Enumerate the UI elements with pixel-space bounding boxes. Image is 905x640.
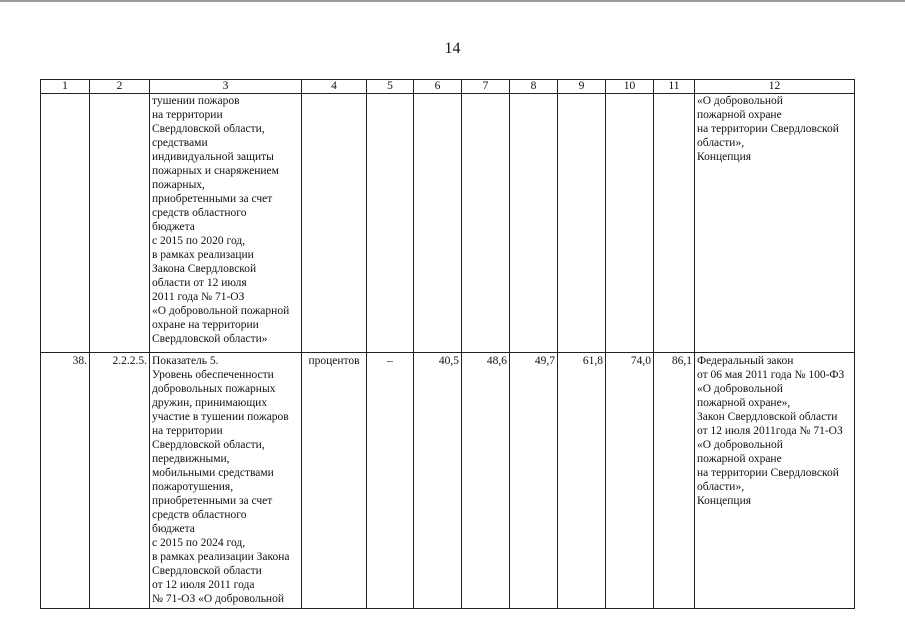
header-cell-10: 10 xyxy=(606,80,654,94)
source-text-cell: Федеральный закон от 06 мая 2011 года № 100-ФЗ «О добровольной пожарной охране», Закон Свердловской области от 12 июля 2011года № 71-ОЗ «О добровольной пожарной охране на территории Свердловской области», Концепция xyxy=(695,353,855,609)
indicators-table xyxy=(40,79,855,609)
header-cell-9: 9 xyxy=(558,80,606,94)
base-value-cell: – xyxy=(367,353,414,609)
header-cell-4: 4 xyxy=(302,80,367,94)
value-cell: 40,5 xyxy=(414,353,462,609)
unit-cell: процентов xyxy=(302,353,367,609)
header-cell-1: 1 xyxy=(41,80,90,94)
header-cell-6: 6 xyxy=(414,80,462,94)
header-cell-11: 11 xyxy=(654,80,695,94)
header-cell-7: 7 xyxy=(462,80,510,94)
table-header-row xyxy=(41,80,855,94)
unit-cell xyxy=(302,94,367,353)
page-number: 14 xyxy=(444,40,461,57)
table-row xyxy=(41,353,855,609)
base-value-cell xyxy=(367,94,414,353)
value-cell: 74,0 xyxy=(606,353,654,609)
value-cell xyxy=(462,94,510,353)
indicator-text-cell: Показатель 5. Уровень обеспеченности добровольных пожарных дружин, принимающих участие в тушении пожаров на территории Свердловской области, передвижными, мобильными средствами пожаротушения, приобретенными за счет средств областного бюджета с 2015 по 2024 год, в рамках реализации Закона Свердловской области от 12 июля 2011 года № 71-ОЗ «О добровольной xyxy=(150,353,302,609)
row-number-cell xyxy=(41,94,90,353)
value-cell xyxy=(558,94,606,353)
row-number-cell: 38. xyxy=(41,353,90,609)
value-cell: 86,1 xyxy=(654,353,695,609)
table-row xyxy=(41,94,855,353)
row-code-cell xyxy=(90,94,150,353)
header-cell-2: 2 xyxy=(90,80,150,94)
value-cell xyxy=(510,94,558,353)
value-cell xyxy=(606,94,654,353)
value-cell xyxy=(414,94,462,353)
header-cell-3: 3 xyxy=(150,80,302,94)
indicator-text-cell: тушении пожаров на территории Свердловской области, средствами индивидуальной защиты пожарных и снаряжением пожарных, приобретенными за счет средств областного бюджета с 2015 по 2020 год, в рамках реализации Закона Свердловской области от 12 июля 2011 года № 71-ОЗ «О добровольной пожарной охране на территории Свердловской области» xyxy=(150,94,302,353)
scan-top-edge xyxy=(0,0,905,2)
value-cell: 61,8 xyxy=(558,353,606,609)
header-cell-5: 5 xyxy=(367,80,414,94)
value-cell: 49,7 xyxy=(510,353,558,609)
value-cell xyxy=(654,94,695,353)
header-cell-8: 8 xyxy=(510,80,558,94)
row-code-cell: 2.2.2.5. xyxy=(90,353,150,609)
value-cell: 48,6 xyxy=(462,353,510,609)
header-cell-12: 12 xyxy=(695,80,855,94)
source-text-cell: «О добровольной пожарной охране на территории Свердловской области», Концепция xyxy=(695,94,855,353)
